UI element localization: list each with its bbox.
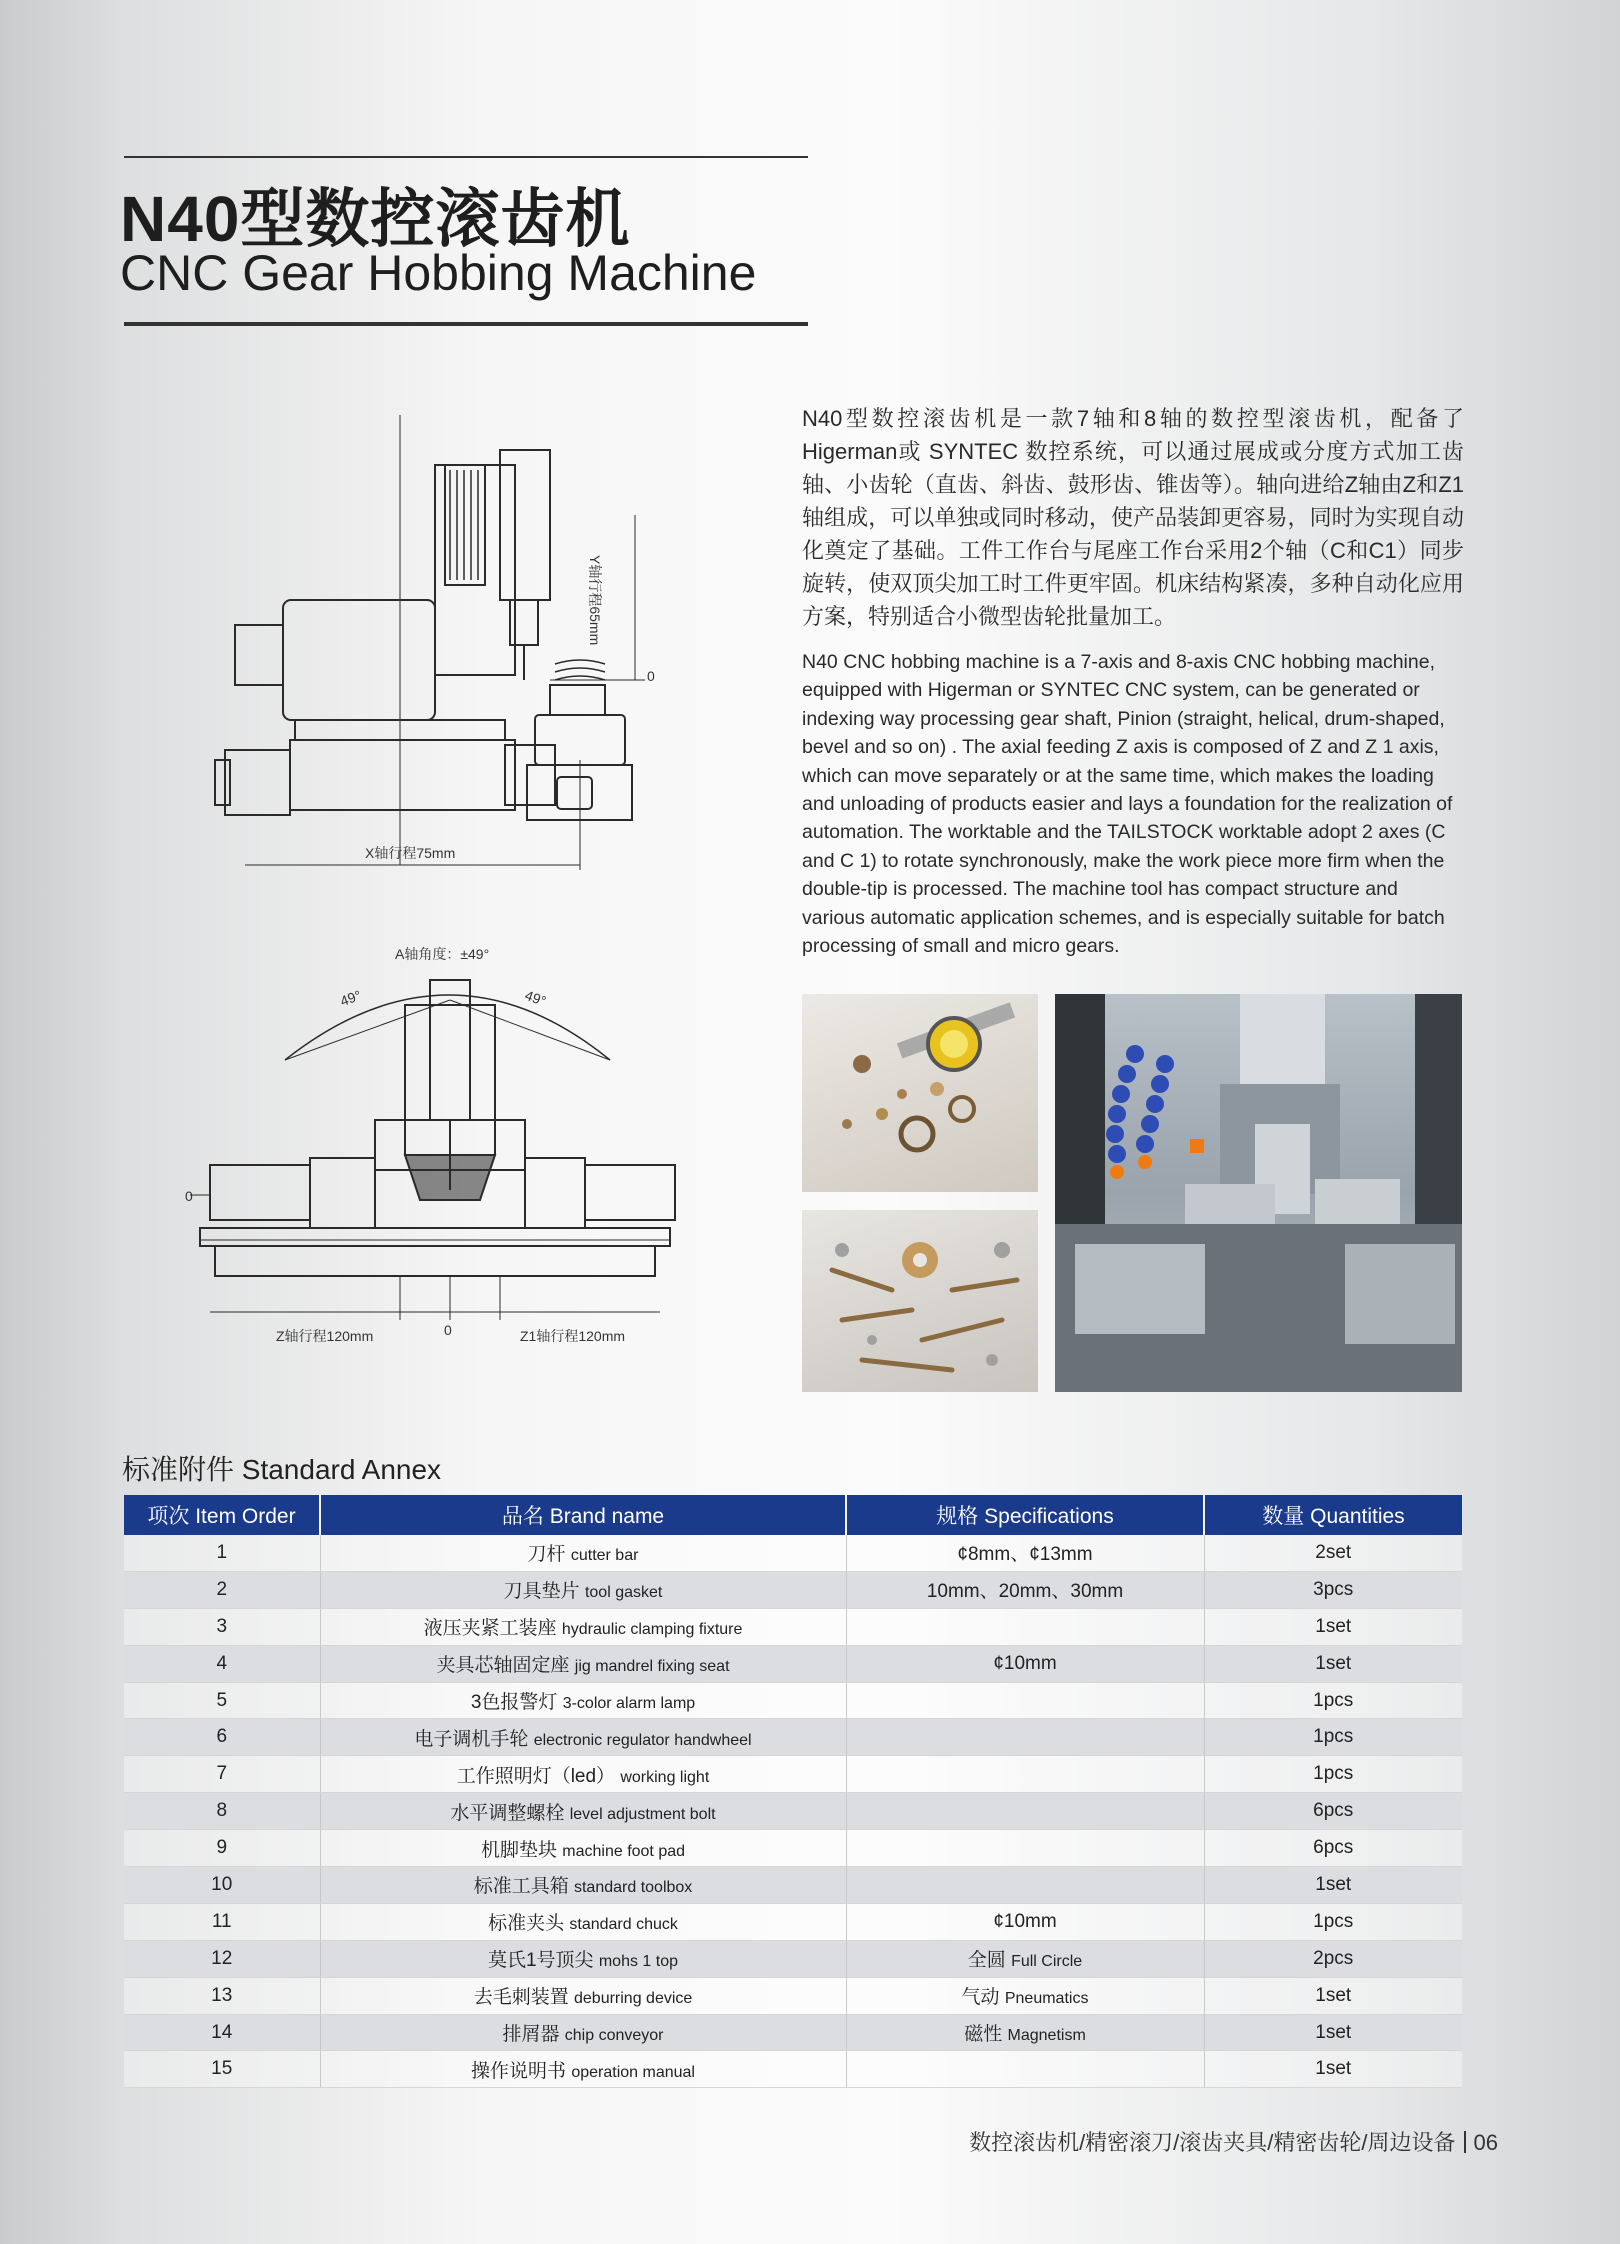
description-en: N40 CNC hobbing machine is a 7-axis and 8-axis CNC hobbing machine, equipped with Higerman or SYNTEC CNC system, can be generated or indexing way processing gear shaft, Pinion (straight, helical, drum-shaped, bevel and so on) . The axial feeding Z axis is composed of Z and Z 1 axis, which can move separately or at the same time, which makes the loading and unloading of products easier and lays a foundation for the realization of automation. The worktable and the TAILSTOCK worktable adopt 2 axes (C and C 1) to rotate synchronously, make the work piece more firm when the double-tip is processed. The machine tool has compact structure and various automatic application schemes, and is especially suitable for batch processing of small and micro gears.	[802, 651, 1453, 958]
brand-cn: 操作说明书	[471, 2060, 567, 2082]
cell-spec	[846, 1719, 1204, 1756]
cell-brand	[320, 2051, 846, 2088]
cell-brand	[320, 1719, 846, 1756]
cell-spec	[846, 1535, 1204, 1571]
cell-order	[124, 1535, 320, 1571]
order-value: 8	[216, 1800, 228, 1822]
machine-photo-svg	[1055, 994, 1462, 1392]
spec-cn: 磁性	[964, 2024, 1003, 2046]
brand-cn: 排屑器	[502, 2024, 560, 2046]
cell-brand	[320, 2014, 846, 2051]
brand-en: jig mandrel fixing seat	[574, 1658, 730, 1676]
annex-header-row	[124, 1495, 1462, 1535]
title-top-rule	[124, 156, 808, 158]
cell-qty	[1204, 1903, 1462, 1940]
header-item-order: 项次 Item Order	[124, 1495, 320, 1535]
cell-spec	[846, 2014, 1204, 2051]
table-row	[124, 1793, 1462, 1830]
spec-value: Pneumatics	[1004, 1990, 1089, 2008]
front-view-drawing	[185, 940, 680, 1350]
header-brand-name: 品名 Brand name	[320, 1495, 846, 1535]
cell-qty	[1204, 1940, 1462, 1977]
order-value: 14	[211, 2021, 233, 2043]
brand-cn: 电子调机手轮	[414, 1728, 529, 1750]
brand-en: deburring device	[574, 1990, 693, 2008]
order-value: 11	[211, 1910, 232, 1932]
brand-cn: 标准工具箱	[473, 1876, 569, 1898]
page-number: 06	[1473, 2130, 1498, 2155]
brand-cn: 刀杆	[527, 1544, 566, 1566]
spec-value: ¢10mm	[993, 1652, 1057, 1674]
z-travel-label: Z轴行程120mm	[276, 1328, 374, 1344]
page-title-en: CNC Gear Hobbing Machine	[120, 245, 757, 301]
spec-value: Magnetism	[1007, 2027, 1086, 2045]
cell-qty	[1204, 1719, 1462, 1756]
cell-qty	[1204, 1756, 1462, 1793]
header-quantities: 数量 Quantities	[1204, 1495, 1462, 1535]
qty-value: 6pcs	[1313, 1837, 1354, 1859]
order-value: 7	[216, 1763, 228, 1785]
cell-order	[124, 1977, 320, 2014]
brand-cn: 工作照明灯（led）	[456, 1765, 616, 1787]
order-value: 12	[211, 1947, 233, 1969]
table-row	[124, 1830, 1462, 1867]
brand-en: level adjustment bolt	[569, 1805, 716, 1823]
a-angle-label: A轴角度：±49°	[395, 946, 490, 962]
cell-brand	[320, 1940, 846, 1977]
spec-value: ¢8mm、¢13mm	[957, 1544, 1093, 1566]
cell-spec	[846, 1682, 1204, 1719]
qty-value: 1pcs	[1313, 1726, 1354, 1748]
brand-cn: 刀具垫片	[503, 1581, 580, 1603]
top-view-drawing	[205, 415, 675, 875]
qty-value: 1set	[1315, 1615, 1352, 1637]
brand-cn: 3色报警灯	[470, 1692, 558, 1713]
front-zero-left-label: 0	[185, 1188, 193, 1204]
machine-photo	[1055, 994, 1462, 1392]
cell-spec	[846, 1903, 1204, 1940]
cell-order	[124, 1682, 320, 1719]
z1-travel-label: Z1轴行程120mm	[520, 1328, 626, 1344]
cell-qty	[1204, 1793, 1462, 1830]
cell-qty	[1204, 2051, 1462, 2088]
cell-spec	[846, 1645, 1204, 1682]
cell-brand	[320, 1867, 846, 1904]
brand-cn: 液压夹紧工装座	[423, 1618, 557, 1640]
brand-en: operation manual	[571, 2063, 695, 2081]
spec-cn: 全圆	[967, 1950, 1006, 1972]
annex-table	[124, 1495, 1462, 2088]
spec-value: Full Circle	[1011, 1953, 1083, 1971]
order-value: 2	[216, 1578, 228, 1600]
cell-spec	[846, 1940, 1204, 1977]
cell-spec	[846, 1608, 1204, 1645]
cell-qty	[1204, 1682, 1462, 1719]
cell-brand	[320, 1571, 846, 1608]
cell-order	[124, 1756, 320, 1793]
cell-brand	[320, 1977, 846, 2014]
qty-value: 1pcs	[1313, 1910, 1354, 1932]
brand-cn: 莫氏1号顶尖	[487, 1950, 594, 1972]
brand-en: chip conveyor	[564, 2027, 664, 2045]
spec-value: ¢10mm	[993, 1910, 1057, 1932]
cell-brand	[320, 1830, 846, 1867]
title-bottom-rule	[124, 322, 808, 326]
cell-order	[124, 2014, 320, 2051]
qty-value: 1set	[1315, 1873, 1352, 1895]
cell-order	[124, 1571, 320, 1608]
brand-cn: 标准夹头	[488, 1913, 565, 1935]
cell-order	[124, 1608, 320, 1645]
table-row	[124, 1903, 1462, 1940]
x-travel-label: X轴行程75mm	[365, 845, 456, 861]
annex-body	[124, 1535, 1462, 2088]
footer	[969, 2126, 1498, 2157]
order-value: 6	[216, 1726, 228, 1748]
spec-value: 10mm、20mm、30mm	[926, 1581, 1124, 1603]
angle-left-label: 49°	[337, 986, 364, 1010]
gears-photo-1	[802, 994, 1038, 1192]
brand-cn: 去毛刺装置	[473, 1987, 569, 2009]
table-row	[124, 1977, 1462, 2014]
cell-spec	[846, 1867, 1204, 1904]
order-value: 1	[216, 1541, 228, 1563]
front-zero-bottom-label: 0	[444, 1322, 452, 1338]
gears-photo-1-svg	[802, 994, 1038, 1192]
table-row	[124, 1645, 1462, 1682]
table-row	[124, 1682, 1462, 1719]
cell-brand	[320, 1756, 846, 1793]
cell-spec	[846, 1756, 1204, 1793]
brand-en: mohs 1 top	[598, 1953, 678, 1971]
cell-qty	[1204, 1977, 1462, 2014]
qty-value: 3pcs	[1313, 1578, 1354, 1600]
qty-value: 1set	[1315, 2021, 1352, 2043]
spec-cn: 气动	[961, 1987, 1000, 2009]
table-row	[124, 1571, 1462, 1608]
cell-qty	[1204, 1867, 1462, 1904]
table-row	[124, 1756, 1462, 1793]
cell-order	[124, 1645, 320, 1682]
cell-order	[124, 1793, 320, 1830]
cell-qty	[1204, 1535, 1462, 1571]
qty-value: 6pcs	[1313, 1800, 1354, 1822]
order-value: 3	[216, 1615, 228, 1637]
y-travel-label: Y轴行程65mm	[587, 555, 603, 646]
cell-order	[124, 1719, 320, 1756]
cell-spec	[846, 1977, 1204, 2014]
brand-en: 3-color alarm lamp	[562, 1695, 696, 1712]
description-cn: N40型数控滚齿机是一款7轴和8轴的数控型滚齿机，配备了Higerman或 SYNTEC 数控系统，可以通过展成或分度方式加工齿轴、小齿轮（直齿、斜齿、鼓形齿、锥齿等）。轴向进给Z轴由Z和Z1轴组成，可以单独或同时移动，使产品装卸更容易，同时为实现自动化奠定了基础。工件工作台与尾座工作台采用2个轴（C和C1）同步旋转，使双顶尖加工时工件更牢固。机床结构紧凑，多种自动化应用方案，特别适合小微型齿轮批量加工。	[802, 406, 1464, 629]
cell-spec	[846, 1571, 1204, 1608]
cell-brand	[320, 1608, 846, 1645]
brand-cn: 机脚垫块	[480, 1839, 557, 1861]
brand-en: tool gasket	[584, 1584, 663, 1602]
cell-spec	[846, 1793, 1204, 1830]
qty-value: 1pcs	[1313, 1689, 1354, 1711]
qty-value: 2set	[1315, 1541, 1352, 1563]
front-drawing-svg	[190, 940, 680, 1350]
cell-spec	[846, 2051, 1204, 2088]
cell-brand	[320, 1535, 846, 1571]
table-row	[124, 2014, 1462, 2051]
brand-en: working light	[620, 1768, 710, 1786]
gears-photo-2	[802, 1210, 1038, 1392]
header-specifications: 规格 Specifications	[846, 1495, 1204, 1535]
cell-order	[124, 1867, 320, 1904]
brand-en: hydraulic clamping fixture	[561, 1621, 743, 1639]
qty-value: 1set	[1315, 1652, 1352, 1674]
table-row	[124, 2051, 1462, 2088]
order-value: 5	[216, 1689, 228, 1711]
cell-qty	[1204, 1608, 1462, 1645]
cell-brand	[320, 1903, 846, 1940]
cell-qty	[1204, 2014, 1462, 2051]
table-row	[124, 1535, 1462, 1571]
cell-brand	[320, 1793, 846, 1830]
footer-separator	[1464, 2131, 1466, 2153]
annex-title: 标准附件 Standard Annex	[122, 1454, 442, 1485]
qty-value: 1pcs	[1313, 1763, 1354, 1785]
table-row	[124, 1719, 1462, 1756]
table-row	[124, 1867, 1462, 1904]
qty-value: 2pcs	[1313, 1947, 1354, 1969]
cell-qty	[1204, 1830, 1462, 1867]
qty-value: 1set	[1315, 1984, 1352, 2006]
order-value: 4	[216, 1652, 228, 1674]
gears-photo-2-svg	[802, 1210, 1038, 1392]
brand-en: standard chuck	[569, 1916, 678, 1934]
qty-value: 1set	[1315, 2058, 1352, 2080]
order-value: 10	[211, 1873, 233, 1895]
cell-order	[124, 2051, 320, 2088]
top-zero-label: 0	[647, 668, 655, 684]
cell-brand	[320, 1645, 846, 1682]
cell-order	[124, 1940, 320, 1977]
cell-order	[124, 1903, 320, 1940]
brand-en: standard toolbox	[573, 1879, 693, 1897]
order-value: 13	[211, 1984, 233, 2006]
brand-en: cutter bar	[570, 1547, 639, 1565]
brand-en: machine foot pad	[562, 1842, 686, 1860]
cell-brand	[320, 1682, 846, 1719]
brand-cn: 水平调整螺栓	[450, 1802, 565, 1824]
brand-en: electronic regulator handwheel	[533, 1731, 752, 1749]
order-value: 9	[216, 1837, 228, 1859]
angle-right-label: 49°	[522, 986, 549, 1010]
table-row	[124, 1608, 1462, 1645]
cell-order	[124, 1830, 320, 1867]
cell-qty	[1204, 1571, 1462, 1608]
footer-text: 数控滚齿机/精密滚刀/滚齿夹具/精密齿轮/周边设备	[969, 2130, 1456, 2155]
page-title-cn: N40型数控滚齿机	[120, 183, 631, 255]
table-row	[124, 1940, 1462, 1977]
cell-qty	[1204, 1645, 1462, 1682]
brand-cn: 夹具芯轴固定座	[436, 1655, 570, 1677]
order-value: 15	[211, 2058, 233, 2080]
cell-spec	[846, 1830, 1204, 1867]
